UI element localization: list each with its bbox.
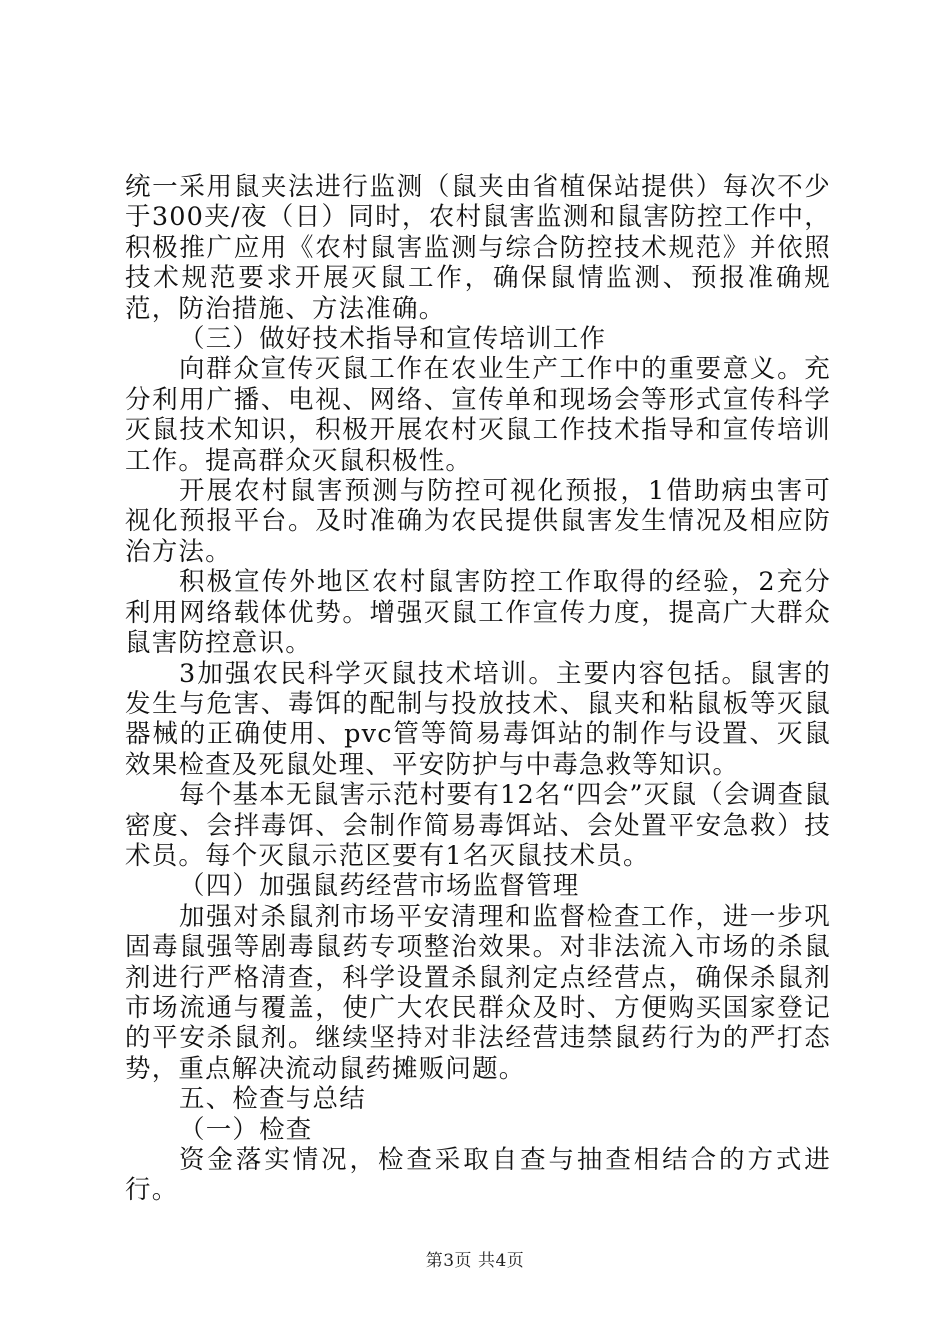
paragraph: 3加强农民科学灭鼠技术培训。主要内容包括。鼠害的发生与危害、毒饵的配制与投放技术、鼠夹和粘鼠板等灭鼠器械的正确使用、pvc管等简易毒饵站的制作与设置、灭鼠效果检查及死鼠处理、平安防护与中毒急救等知识。 (125, 658, 831, 780)
document-body (125, 172, 831, 1206)
section-heading-4: （四）加强鼠药经营市场监督管理 (179, 871, 580, 902)
subsection-heading-1: （一）检查 (179, 1114, 313, 1145)
section-heading-3: （三）做好技术指导和宣传培训工作 (179, 324, 607, 355)
page-footer: 第3页 共4页 (425, 1251, 525, 1271)
paragraph: 积极宣传外地区农村鼠害防控工作取得的经验，2充分利用网络载体优势。增强灭鼠工作宣传力度，提高广大群众鼠害防控意识。 (125, 567, 831, 659)
paragraph: 向群众宣传灭鼠工作在农业生产工作中的重要意义。充分利用广播、电视、网络、宣传单和现场会等形式宣传科学灭鼠技术知识，积极开展农村灭鼠工作技术指导和宣传培训工作。提高群众灭鼠积极性。 (125, 354, 831, 476)
paragraph: 开展农村鼠害预测与防控可视化预报，1借助病虫害可视化预报平台。及时准确为农民提供鼠害发生情况及相应防治方法。 (125, 476, 831, 567)
paragraph: 加强对杀鼠剂市场平安清理和监督检查工作，进一步巩固毒鼠强等剧毒鼠药专项整治效果。对非法流入市场的杀鼠剂进行严格清查，科学设置杀鼠剂定点经营点，确保杀鼠剂市场流通与覆盖，使广大农民群众及时、方便购买国家登记的平安杀鼠剂。继续坚持对非法经营违禁鼠药行为的严打态势，重点解决流动鼠药摊贩问题。 (125, 901, 831, 1084)
paragraph: 每个基本无鼠害示范村要有12名“四会”灭鼠（会调查鼠密度、会拌毒饵、会制作简易毒饵站、会处置平安急救）技术员。每个灭鼠示范区要有1名灭鼠技术员。 (125, 780, 831, 871)
paragraph-continuation: 统一采用鼠夹法进行监测（鼠夹由省植保站提供）每次不少于300夹/夜（日）同时，农村鼠害监测和鼠害防控工作中，积极推广应用《农村鼠害监测与综合防控技术规范》并依照技术规范要求开展灭鼠工作，确保鼠情监测、预报准确规范，防治措施、方法准确。 (125, 172, 831, 324)
paragraph: 资金落实情况，检查采取自查与抽查相结合的方式进行。 (125, 1145, 831, 1206)
chapter-heading-5: 五、检查与总结 (179, 1084, 366, 1115)
